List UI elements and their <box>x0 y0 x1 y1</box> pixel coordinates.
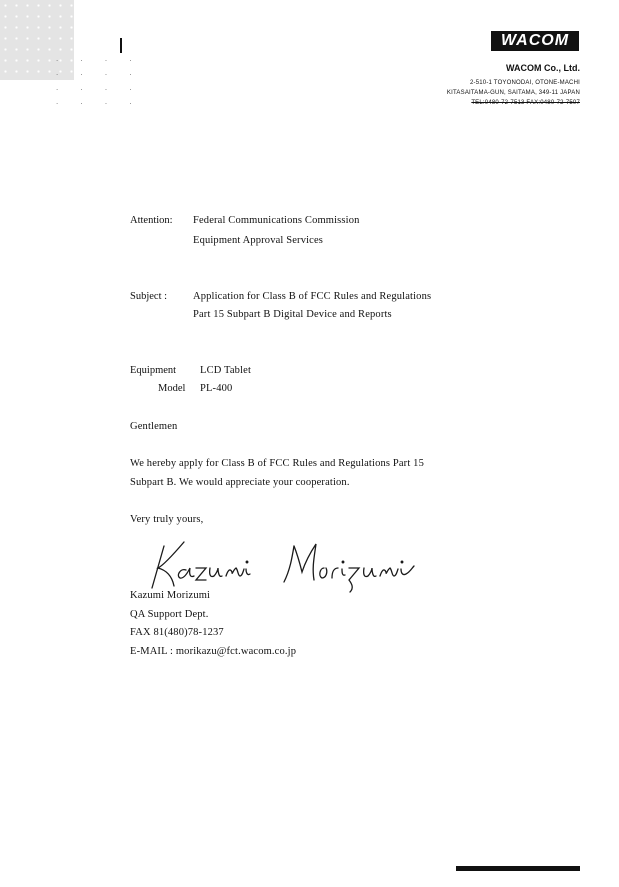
closing: Very truly yours, <box>130 514 204 525</box>
attention-label: Attention: <box>130 215 173 226</box>
model-value: PL-400 <box>200 383 233 394</box>
handwritten-signature <box>144 532 416 594</box>
company-name: WACOM Co., Ltd. <box>506 63 580 73</box>
equipment-value: LCD Tablet <box>200 365 252 376</box>
body-paragraph-line-2: Subpart B. We would appreciate your cooperation. <box>130 477 350 488</box>
sender-name: Kazumi Morizumi <box>130 590 211 601</box>
equipment-label: Equipment <box>130 365 177 376</box>
address-line-1: 2-510-1 TOYONODAI, OTONE-MACHI <box>469 80 580 86</box>
body-paragraph-line-1: We hereby apply for Class B of FCC Rules and Regulations Part 15 <box>130 458 424 469</box>
dot-pattern: · · · · <box>56 100 142 108</box>
dot-pattern: · · · · <box>56 71 142 79</box>
model-label: Model <box>158 383 186 394</box>
address-line-2: KITASAITAMA-GUN, SAITAMA, 349-11 JAPAN <box>446 90 580 96</box>
corner-texture <box>0 0 74 80</box>
sender-department: QA Support Dept. <box>130 609 209 620</box>
attention-line-1: Federal Communications Commission <box>193 215 360 226</box>
sender-fax: FAX 81(480)78-1237 <box>130 627 224 638</box>
salutation: Gentlemen <box>130 421 178 432</box>
sender-email: E-MAIL : morikazu@fct.wacom.co.jp <box>130 646 297 657</box>
subject-line-2: Part 15 Subpart B Digital Device and Reports <box>193 309 392 320</box>
dot-pattern: · · · · <box>56 86 142 94</box>
contact-line: TEL:0480-72-7513 FAX:0480-72-7507 <box>471 100 580 106</box>
subject-label: Subject : <box>130 291 168 302</box>
attention-line-2: Equipment Approval Services <box>193 235 324 246</box>
margin-tick-mark <box>120 38 122 53</box>
footer-bar <box>456 866 580 871</box>
dot-pattern: · · · · <box>56 57 142 65</box>
subject-line-1: Application for Class B of FCC Rules and Regulations <box>193 291 432 302</box>
wacom-logo: WACOM <box>491 31 579 51</box>
